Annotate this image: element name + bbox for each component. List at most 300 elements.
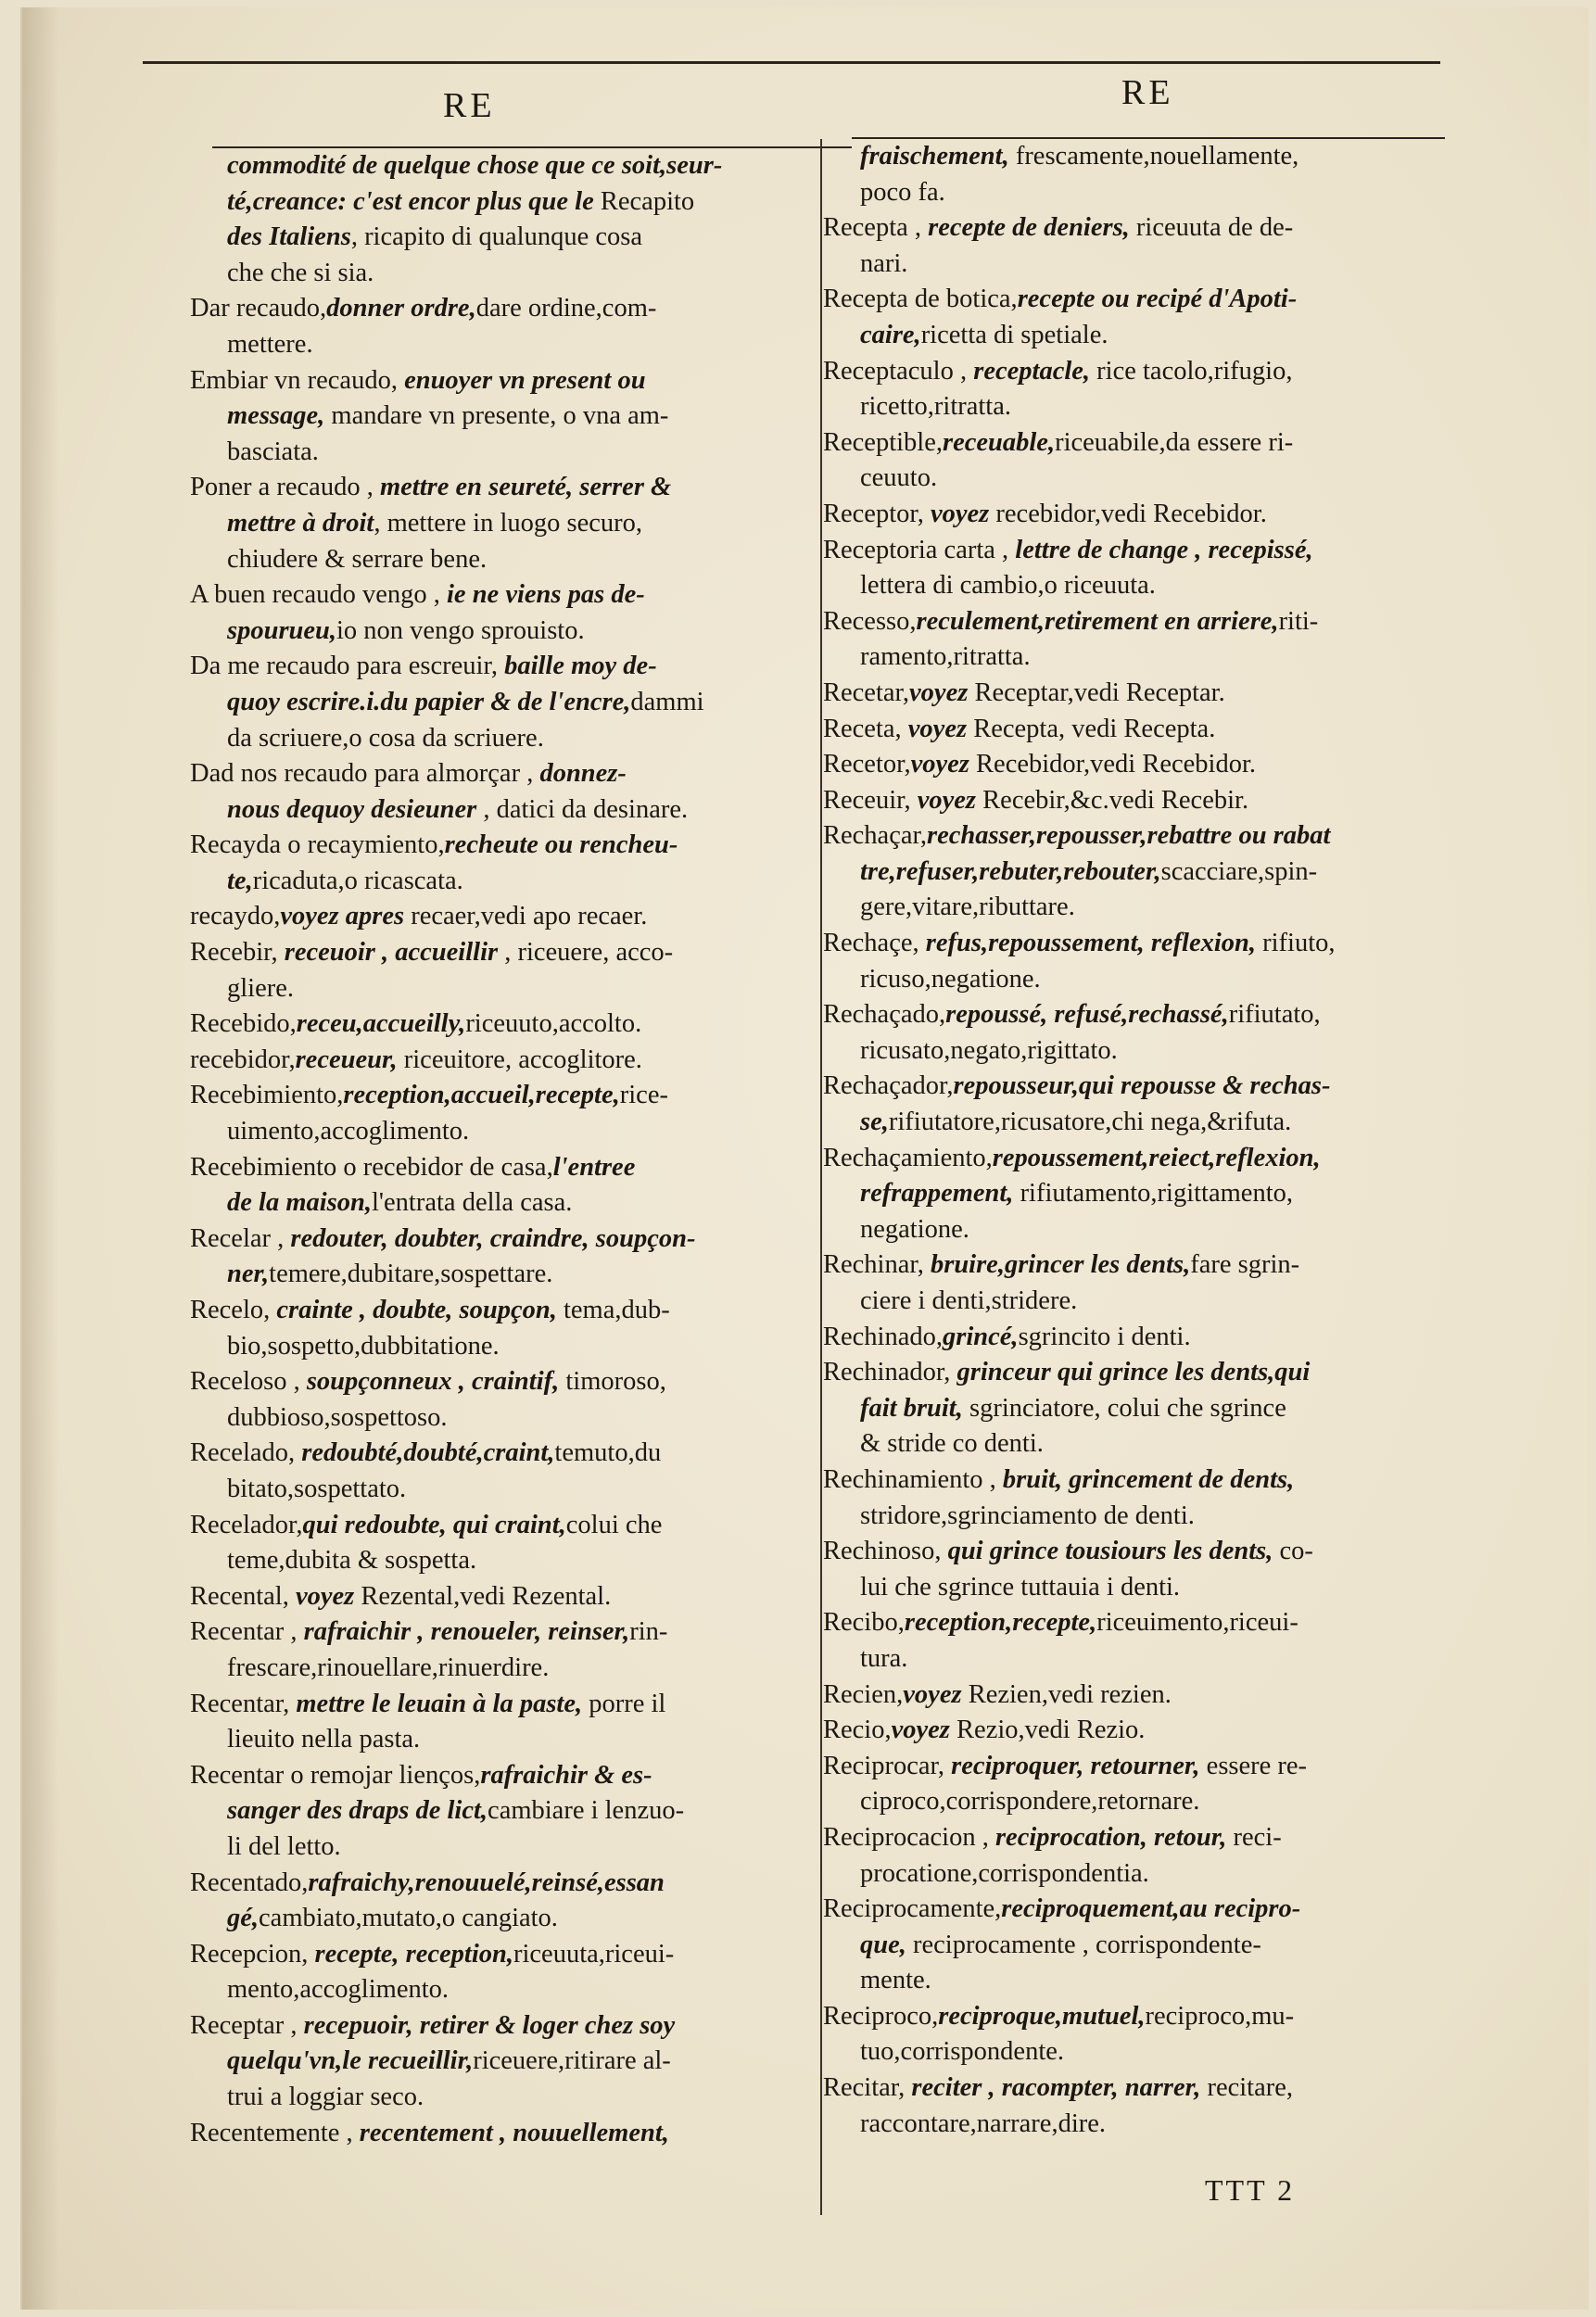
entry-text: Recentar,	[190, 1689, 297, 1718]
left-column	[190, 148, 806, 2151]
entry-continuation-line	[190, 1114, 806, 1150]
dictionary-entry-line	[823, 2070, 1418, 2107]
entry-text: rice tacolo,rifugio,	[1090, 356, 1293, 386]
french-gloss: reciprocation, retour,	[994, 1822, 1227, 1852]
entry-text: Recesso,	[823, 606, 917, 636]
entry-text: dubbioso,sospettoso.	[227, 1402, 448, 1432]
entry-text: frescamente,nouellamente,	[1008, 142, 1299, 171]
entry-text: Receptor,	[823, 499, 931, 528]
entry-text: dare ordine,com-	[475, 294, 657, 323]
french-gloss: caire,	[860, 320, 921, 349]
french-gloss: donnez-	[539, 759, 627, 789]
french-gloss: recentement , nouuellement,	[359, 2118, 669, 2147]
french-gloss: reciter , racompter, narrer,	[911, 2073, 1201, 2103]
entry-text: lui che sgrince tuttauia i denti.	[860, 1572, 1181, 1602]
entry-text: Rechinador,	[823, 1358, 957, 1387]
entry-text: Recayda o recaymiento,	[190, 830, 445, 860]
french-gloss: mettre à droit	[227, 508, 374, 538]
dictionary-entry-line	[823, 712, 1418, 748]
entry-continuation-line	[190, 1185, 806, 1222]
entry-text: rifiutato,	[1228, 1000, 1321, 1030]
entry-text: recitare,	[1200, 2073, 1293, 2103]
dictionary-entry-line	[823, 1320, 1418, 1356]
french-gloss: reciproquer, retourner,	[951, 1751, 1200, 1780]
entry-text: cambiato,mutato,o cangiato.	[259, 1904, 558, 1933]
entry-text: rifiutatore,ricusatore,chi nega,&rifuta.	[888, 1108, 1292, 1137]
entry-text: ricusato,negato,rigittato.	[860, 1035, 1118, 1065]
entry-text: Recetar,	[823, 677, 910, 707]
gutter-shadow	[22, 7, 59, 2310]
entry-continuation-line	[823, 1391, 1418, 1427]
entry-text: Recebimiento o recebidor de casa,	[190, 1152, 553, 1182]
entry-text: Rechaçado,	[823, 1000, 946, 1030]
entry-text: ricuso,negatione.	[860, 964, 1041, 994]
entry-text: l'entrata della casa.	[371, 1188, 573, 1218]
french-gloss: sanger des draps de lict,	[227, 1796, 488, 1826]
entry-text: tema,dub-	[556, 1296, 670, 1324]
entry-continuation-line	[823, 1570, 1418, 1606]
dictionary-entry-line	[190, 2116, 806, 2152]
dictionary-entry-line	[823, 497, 1418, 533]
entry-text: Rechinamiento ,	[823, 1464, 1003, 1494]
right-column	[823, 139, 1418, 2142]
dictionary-entry-line	[190, 1687, 806, 1723]
french-gloss: rafraichy,renouuelé,reinsé,essan	[308, 1868, 665, 1897]
entry-text: rin-	[629, 1617, 668, 1647]
entry-continuation-line	[823, 1033, 1418, 1070]
french-gloss: te,	[227, 866, 253, 895]
french-gloss: voyez	[917, 785, 977, 815]
french-gloss: voyez	[891, 1716, 950, 1745]
entry-text: ricetta di spetiale.	[920, 320, 1108, 349]
dictionary-entry-line	[823, 1462, 1418, 1499]
entry-continuation-line	[190, 1722, 806, 1758]
entry-continuation-line	[823, 1212, 1418, 1248]
french-gloss: refrappement,	[860, 1179, 1014, 1209]
entry-text: mandare vn presente, o vna am-	[324, 401, 669, 431]
entry-text: Recepcion,	[190, 1939, 315, 1969]
entry-continuation-line	[190, 220, 806, 256]
entry-text: , mettere in luogo securo,	[374, 508, 642, 538]
french-gloss: repoussement,reiect,reflexion,	[992, 1143, 1321, 1172]
dictionary-entry-line	[190, 1614, 806, 1651]
dictionary-entry-line	[190, 1937, 806, 1973]
entry-text: da scriuere,o cosa da scriuere.	[227, 723, 544, 753]
entry-text: Recelar ,	[190, 1223, 291, 1253]
entry-text: Recentar o remojar lienços,	[190, 1760, 481, 1790]
entry-text: bitato,sospettato.	[227, 1474, 407, 1503]
entry-text: Dar recaudo,	[190, 294, 327, 323]
entry-continuation-line	[190, 685, 806, 721]
french-gloss: enuoyer vn present ou	[404, 365, 646, 395]
entry-text: raccontare,narrare,dire.	[860, 2108, 1107, 2138]
entry-text: Rezien,vedi rezien.	[961, 1679, 1172, 1709]
entry-text: ramento,ritratta.	[860, 642, 1031, 672]
dictionary-entry-line	[823, 997, 1418, 1033]
entry-continuation-line	[190, 1830, 806, 1866]
entry-continuation-line	[823, 175, 1418, 211]
entry-text: riceuuto,accolto.	[465, 1009, 642, 1039]
entry-text: Rechaçe,	[823, 929, 926, 958]
french-gloss: commodité de quelque chose que ce soit,seur-	[227, 151, 723, 180]
entry-continuation-line	[823, 461, 1418, 497]
entry-text: Receptaculo ,	[823, 356, 974, 386]
entry-text: recebidor,	[190, 1045, 296, 1074]
entry-text: Recebidor,vedi Recebidor.	[969, 750, 1256, 779]
french-gloss: recepte ou recipé d'Apoti-	[1017, 285, 1298, 314]
dictionary-entry-line	[823, 1605, 1418, 1641]
entry-text: riceuuta,riceui-	[513, 1939, 675, 1969]
entry-text: Recetor,	[823, 750, 911, 779]
entry-text: reciproco,mu-	[1145, 2001, 1295, 2031]
entry-text: riceuere,ritirare al-	[473, 2046, 671, 2076]
entry-text: Recepta de botica,	[823, 285, 1018, 314]
entry-text: riceuitore, accoglitore.	[397, 1045, 642, 1074]
entry-text: ricaduta,o ricascata.	[252, 866, 463, 895]
french-gloss: de la maison,	[227, 1188, 372, 1218]
dictionary-entry-line	[823, 676, 1418, 712]
french-gloss: se,	[860, 1108, 889, 1137]
french-gloss: repoussé, refusé,rechassé,	[945, 1000, 1229, 1030]
entry-text: rifiuto,	[1256, 929, 1336, 958]
entry-text: procatione,corrispondentia.	[860, 1858, 1149, 1888]
entry-text: Reciproco,	[823, 2001, 939, 2031]
french-gloss: té,creance: c'est encor plus que le	[227, 186, 601, 216]
entry-continuation-line	[190, 506, 806, 542]
entry-text: Recebir,	[190, 938, 285, 968]
entry-text: Rechinar,	[823, 1250, 931, 1280]
dictionary-entry-line	[823, 282, 1418, 318]
french-gloss: receuoir , accueillir	[284, 938, 499, 968]
french-gloss: receueur,	[295, 1045, 398, 1074]
entry-text: trui a loggiar seco.	[227, 2083, 424, 2112]
entry-text: Poner a recaudo ,	[190, 473, 380, 502]
entry-continuation-line	[190, 614, 806, 650]
entry-text: mente.	[860, 1966, 931, 1995]
entry-text: Rechaçamiento,	[823, 1143, 993, 1172]
entry-text: Recentado,	[190, 1868, 309, 1897]
entry-text: sgrinciatore, colui che sgrince	[962, 1393, 1286, 1423]
entry-text: porre il	[582, 1689, 666, 1718]
entry-continuation-line	[823, 1641, 1418, 1678]
entry-continuation-line	[190, 864, 806, 900]
dictionary-entry-line	[190, 1007, 806, 1043]
dictionary-entry-line	[823, 604, 1418, 640]
entry-text: Rezio,vedi Rezio.	[949, 1716, 1146, 1745]
french-gloss: fait bruit,	[860, 1393, 963, 1423]
french-gloss: fraischement,	[860, 142, 1009, 171]
entry-text: li del letto.	[227, 1831, 341, 1861]
entry-text: reci-	[1226, 1822, 1282, 1852]
french-gloss: redoubté,doubté,craint,	[301, 1438, 555, 1468]
entry-continuation-line	[190, 2044, 806, 2080]
dictionary-entry-line	[823, 1749, 1418, 1785]
french-gloss: rafraichir , renoueler, reinser,	[303, 1617, 630, 1647]
entry-text: Receptar ,	[190, 2010, 304, 2040]
french-gloss: voyez	[907, 714, 968, 743]
french-gloss: reception,accueil,recepte,	[343, 1081, 620, 1110]
entry-text: Recebimiento,	[190, 1081, 344, 1110]
entry-continuation-line	[190, 327, 806, 363]
entry-continuation-line	[823, 2107, 1418, 2143]
entry-text: lieuito nella pasta.	[227, 1725, 421, 1754]
entry-continuation-line	[190, 792, 806, 829]
dictionary-entry-line	[190, 1579, 806, 1615]
entry-text: fare sgrin-	[1190, 1250, 1300, 1280]
french-gloss: reception,recepte,	[904, 1608, 1097, 1638]
entry-continuation-line	[190, 721, 806, 757]
french-gloss: baille moy de-	[504, 652, 657, 681]
entry-text: Dad nos recaudo para almorçar ,	[190, 759, 540, 789]
dictionary-entry-line	[190, 1043, 806, 1079]
entry-text: tura.	[860, 1643, 908, 1673]
entry-continuation-line	[190, 148, 806, 184]
entry-continuation-line	[190, 1543, 806, 1579]
entry-continuation-line	[823, 389, 1418, 425]
dictionary-entry-line	[190, 649, 806, 685]
entry-continuation-line	[823, 1928, 1418, 1964]
entry-text: ciere i denti,stridere.	[860, 1286, 1078, 1315]
entry-continuation-line	[823, 1426, 1418, 1462]
entry-text: dammi	[630, 687, 704, 716]
dictionary-entry-line	[190, 1150, 806, 1186]
entry-continuation-line	[190, 2080, 806, 2116]
french-gloss: receptacle,	[973, 356, 1091, 386]
french-gloss: l'entree	[552, 1152, 636, 1182]
entry-continuation-line	[190, 256, 806, 292]
column-divider	[820, 139, 822, 2215]
entry-text: Recebido,	[190, 1009, 297, 1039]
dictionary-entry-line	[190, 363, 806, 399]
entry-text: gliere.	[227, 973, 295, 1003]
dictionary-entry-line	[190, 1758, 806, 1794]
entry-text: tuo,corrispondente.	[860, 2037, 1065, 2067]
entry-text: Recitar,	[823, 2073, 912, 2103]
entry-continuation-line	[823, 318, 1418, 354]
french-gloss: des Italiens	[227, 222, 351, 252]
entry-continuation-line	[190, 1400, 806, 1437]
entry-text: Recelador,	[190, 1510, 303, 1539]
entry-continuation-line	[823, 1105, 1418, 1141]
entry-text: basciata.	[227, 437, 319, 466]
entry-text: Recentemente ,	[190, 2118, 360, 2147]
entry-text: Da me recaudo para escreuir,	[190, 652, 505, 681]
entry-continuation-line	[823, 1176, 1418, 1212]
entry-text: Embiar vn recaudo,	[190, 365, 405, 395]
dictionary-entry-line	[190, 291, 806, 327]
entry-continuation-line	[823, 890, 1418, 926]
dictionary-entry-line	[190, 1078, 806, 1114]
french-gloss: quoy escrire.i.du papier & de l'encre,	[227, 687, 631, 716]
french-gloss: recepte, reception,	[314, 1939, 513, 1969]
dictionary-entry-line	[190, 828, 806, 864]
entry-text: ceuuto.	[860, 463, 938, 493]
entry-continuation-line	[190, 1793, 806, 1830]
french-gloss: voyez	[930, 499, 990, 528]
dictionary-entry-line	[190, 1222, 806, 1258]
french-gloss: ner,	[227, 1260, 270, 1289]
french-gloss: receu,accueilly,	[296, 1009, 466, 1039]
entry-text: poco fa.	[860, 177, 945, 207]
dictionary-entry-line	[823, 1678, 1418, 1714]
entry-text: Recio,	[823, 1716, 892, 1745]
dictionary-entry-line	[823, 425, 1418, 462]
entry-text: Recentar ,	[190, 1617, 304, 1647]
entry-continuation-line	[823, 139, 1418, 175]
entry-continuation-line	[823, 247, 1418, 283]
dictionary-entry-line	[190, 2008, 806, 2045]
french-gloss: mettre en seureté, serrer &	[379, 473, 672, 502]
dictionary-entry-line	[823, 354, 1418, 390]
dictionary-entry-line	[823, 1247, 1418, 1284]
french-gloss: donner ordre,	[326, 294, 476, 323]
entry-text: Recepta, vedi Recepta.	[967, 714, 1216, 743]
entry-text: frescare,rinouellare,rinuerdire.	[227, 1652, 550, 1682]
entry-continuation-line	[823, 568, 1418, 604]
entry-text: nari.	[860, 248, 908, 278]
dictionary-entry-line	[190, 1364, 806, 1400]
entry-continuation-line	[190, 1972, 806, 2008]
entry-text: Receptoria carta ,	[823, 535, 1016, 564]
entry-text: io non vengo sprouisto.	[336, 615, 585, 645]
entry-text: essere re-	[1199, 1751, 1308, 1780]
entry-text: & stride co denti.	[860, 1429, 1044, 1459]
dictionary-entry-line	[823, 533, 1418, 569]
french-gloss: voyez	[295, 1581, 355, 1611]
top-rule	[143, 61, 1440, 64]
entry-text: , ricapito di qualunque cosa	[350, 222, 643, 252]
dictionary-entry-line	[823, 1713, 1418, 1749]
entry-text: Rechaçador,	[823, 1071, 954, 1101]
french-gloss: qui grince tousiours les dents,	[947, 1537, 1273, 1566]
entry-continuation-line	[823, 962, 1418, 998]
dictionary-entry-line	[823, 1892, 1418, 1928]
entry-text: rifiutamento,rigittamento,	[1013, 1179, 1293, 1209]
dictionary-entry-line	[190, 1293, 806, 1329]
entry-text: Receuir,	[823, 785, 918, 815]
signature-mark: TTT 2	[1205, 2173, 1296, 2207]
running-head-left: RE	[443, 86, 496, 125]
entry-text: Rechinoso,	[823, 1537, 948, 1566]
entry-continuation-line	[823, 1963, 1418, 1999]
dictionary-entry-line	[823, 1999, 1418, 2035]
entry-text: , datici da desinare.	[476, 794, 689, 824]
french-gloss: bruire,grincer les dents,	[930, 1250, 1191, 1280]
french-gloss: redouter, doubter, craindre, soupçon-	[290, 1223, 696, 1253]
entry-text: ricetto,ritratta.	[860, 392, 1011, 422]
entry-continuation-line	[823, 855, 1418, 891]
entry-continuation-line	[823, 2034, 1418, 2070]
entry-continuation-line	[823, 1784, 1418, 1820]
entry-text: negatione.	[860, 1214, 969, 1244]
dictionary-entry-line	[823, 747, 1418, 783]
entry-text: co-	[1273, 1537, 1313, 1566]
entry-continuation-line	[190, 542, 806, 578]
entry-text: riti-	[1278, 606, 1319, 636]
entry-text: Receptar,vedi Receptar.	[968, 677, 1225, 707]
entry-text: chiudere & serrare bene.	[227, 544, 488, 574]
entry-continuation-line	[190, 1472, 806, 1508]
dictionary-entry-line	[190, 935, 806, 971]
french-gloss: refus,repoussement, reflexion,	[925, 929, 1257, 958]
entry-text: stridore,sgrinciamento de denti.	[860, 1500, 1195, 1530]
dictionary-entry-line	[190, 1508, 806, 1544]
entry-text: Recien,	[823, 1679, 904, 1709]
french-gloss: quelqu'vn,le recueillir,	[227, 2046, 474, 2076]
dictionary-entry-line	[190, 756, 806, 792]
entry-continuation-line	[190, 1257, 806, 1293]
french-gloss: voyez apres	[280, 902, 405, 931]
entry-text: uimento,accoglimento.	[227, 1117, 470, 1146]
entry-text: scacciare,spin-	[1160, 856, 1318, 886]
french-gloss: voyez	[903, 1679, 962, 1709]
entry-text: lettera di cambio,o riceuuta.	[860, 571, 1156, 601]
entry-text: Recebir,&c.vedi Recebir.	[976, 785, 1249, 815]
dictionary-entry-line	[190, 1866, 806, 1902]
entry-continuation-line	[190, 184, 806, 221]
french-gloss: rechasser,repousser,rebattre ou rabat	[926, 821, 1331, 851]
entry-text: Rezental,vedi Rezental.	[354, 1581, 612, 1611]
french-gloss: soupçonneux , craintif,	[306, 1367, 560, 1397]
french-gloss: qui redoubte, qui craint,	[302, 1510, 566, 1539]
french-gloss: voyez	[910, 750, 969, 779]
dictionary-entry-line	[190, 470, 806, 506]
entry-text: Receta,	[823, 714, 908, 743]
entry-text: temuto,du	[554, 1438, 662, 1468]
french-gloss: grinceur qui grince les dents,qui	[956, 1358, 1311, 1387]
french-gloss: bruit, grincement de dents,	[1002, 1464, 1295, 1494]
entry-text: Reciprocacion ,	[823, 1822, 995, 1852]
entry-text: teme,dubita & sospetta.	[227, 1546, 477, 1576]
dictionary-entry-line	[823, 1820, 1418, 1856]
dictionary-entry-line	[190, 899, 806, 935]
dictionary-entry-line	[190, 1436, 806, 1472]
running-head-right: RE	[1121, 73, 1174, 112]
french-gloss: rafraichir & es-	[480, 1760, 652, 1790]
entry-text: Recental,	[190, 1581, 296, 1611]
entry-text: timoroso,	[559, 1367, 666, 1397]
french-gloss: repousseur,qui repousse & rechas-	[953, 1071, 1331, 1101]
entry-text: mettere.	[227, 329, 313, 359]
french-gloss: recheute ou rencheu-	[444, 830, 678, 860]
entry-text: Recapito	[600, 186, 695, 216]
entry-text: Recepta ,	[823, 213, 929, 243]
french-gloss: message,	[227, 401, 325, 431]
french-gloss: spourueu,	[227, 615, 337, 645]
dictionary-entry-line	[823, 926, 1418, 962]
french-gloss: reciproque,mutuel,	[938, 2001, 1146, 2031]
dictionary-entry-line	[823, 783, 1418, 819]
entry-text: riceuabile,da essere ri-	[1055, 427, 1294, 457]
entry-text: A buen recaudo vengo ,	[190, 580, 447, 610]
entry-text: Receloso ,	[190, 1367, 307, 1397]
french-gloss: crainte , doubte, soupçon,	[276, 1296, 557, 1324]
french-gloss: mettre le leuain à la paste,	[296, 1689, 583, 1718]
dictionary-entry-line	[190, 577, 806, 614]
entry-text: recaer,vedi apo recaer.	[404, 902, 648, 931]
entry-continuation-line	[823, 1499, 1418, 1535]
dictionary-entry-line	[823, 1141, 1418, 1177]
french-gloss: gé,	[227, 1904, 260, 1933]
entry-text: rice-	[619, 1081, 668, 1110]
entry-text: sgrincito i denti.	[1018, 1322, 1191, 1351]
entry-text: mento,accoglimento.	[227, 1975, 450, 2005]
entry-text: reciprocamente , corrispondente-	[906, 1930, 1261, 1959]
entry-text: Recelo,	[190, 1296, 277, 1324]
dictionary-entry-line	[823, 210, 1418, 247]
french-gloss: reculement,retirement en arriere,	[916, 606, 1279, 636]
entry-text: recebidor,vedi Recebidor.	[989, 499, 1267, 528]
